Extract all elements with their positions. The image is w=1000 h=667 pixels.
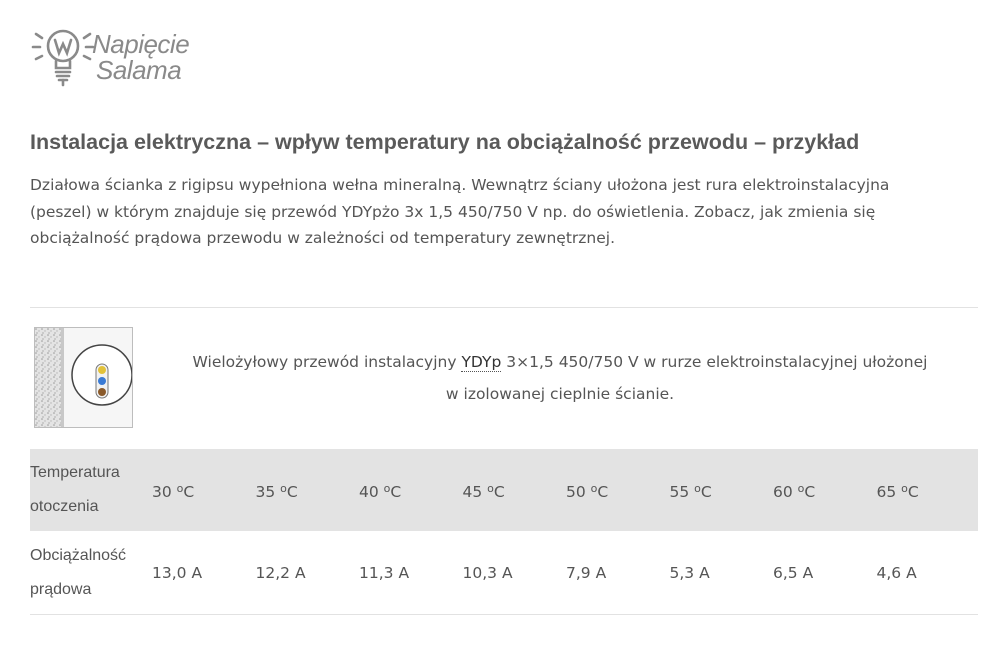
ampacity-cell: 5,3 A: [669, 563, 710, 582]
caption-text: Wielożyłowy przewód instalacyjny: [192, 353, 462, 371]
ampacity-cell: 7,9 A: [566, 563, 607, 582]
temperature-cell: 65 $^o$C: [876, 481, 919, 501]
caption-line2: w izolowanej cieplnie ścianie.: [445, 385, 675, 403]
temperature-cell: 50 $^o$C: [566, 481, 609, 501]
logo-text-line1: Napięcie: [92, 29, 190, 59]
logo-text-line2: Salama: [96, 55, 182, 85]
temperature-cell: 45 $^o$C: [462, 481, 505, 501]
cable-type-abbreviation[interactable]: YDYp: [461, 353, 502, 371]
temperature-cell: 30 $^o$C: [152, 481, 195, 501]
temperature-cell: 35 $^o$C: [255, 481, 298, 501]
temperature-cell: 60 $^o$C: [773, 481, 816, 501]
ampacity-cell: 10,3 A: [462, 563, 513, 582]
ampacity-table: [30, 449, 978, 614]
ampacity-cell: 11,3 A: [359, 563, 410, 582]
cable-in-wall-cross-section-icon: [34, 327, 133, 428]
temperature-cell: 55 $^o$C: [669, 481, 712, 501]
row-header-temperature: Temperatura otoczenia: [30, 464, 120, 515]
temperature-cell: 40 $^o$C: [359, 481, 402, 501]
ampacity-cell: 6,5 A: [773, 563, 814, 582]
divider: [30, 307, 978, 308]
article-title: Instalacja elektryczna – wpływ temperatury na obciążalność przewodu – przykład: [30, 130, 860, 154]
site-logo[interactable]: [30, 26, 220, 92]
ampacity-cell: 4,6 A: [876, 563, 917, 582]
lightbulb-icon: [30, 26, 96, 90]
ampacity-cell: 12,2 A: [255, 563, 306, 582]
illustration-caption: [150, 346, 970, 410]
intro-paragraph: Działowa ścianka z rigipsu wypełniona wełna mineralną. Wewnątrz ściany ułożona jest rura elektroinstalacyjna (peszel) w którym znajduje się przewód YDYpżo 3x 1,5 450/750 V np. do oświetlenia. Zobacz, jak zmienia się obciążalność prądowa przewodu w zależności od temperatury zewnętrznej.: [30, 176, 890, 247]
caption-text-cont: 3×1,5 450/750 V w rurze elektroinstalacyjnej ułożonej: [501, 353, 928, 371]
table-row: [30, 449, 978, 531]
table-row: [30, 531, 978, 614]
ampacity-cell: 13,0 A: [152, 563, 203, 582]
row-header-ampacity: Obciążalność prądowa: [30, 546, 127, 598]
divider: [30, 614, 978, 615]
